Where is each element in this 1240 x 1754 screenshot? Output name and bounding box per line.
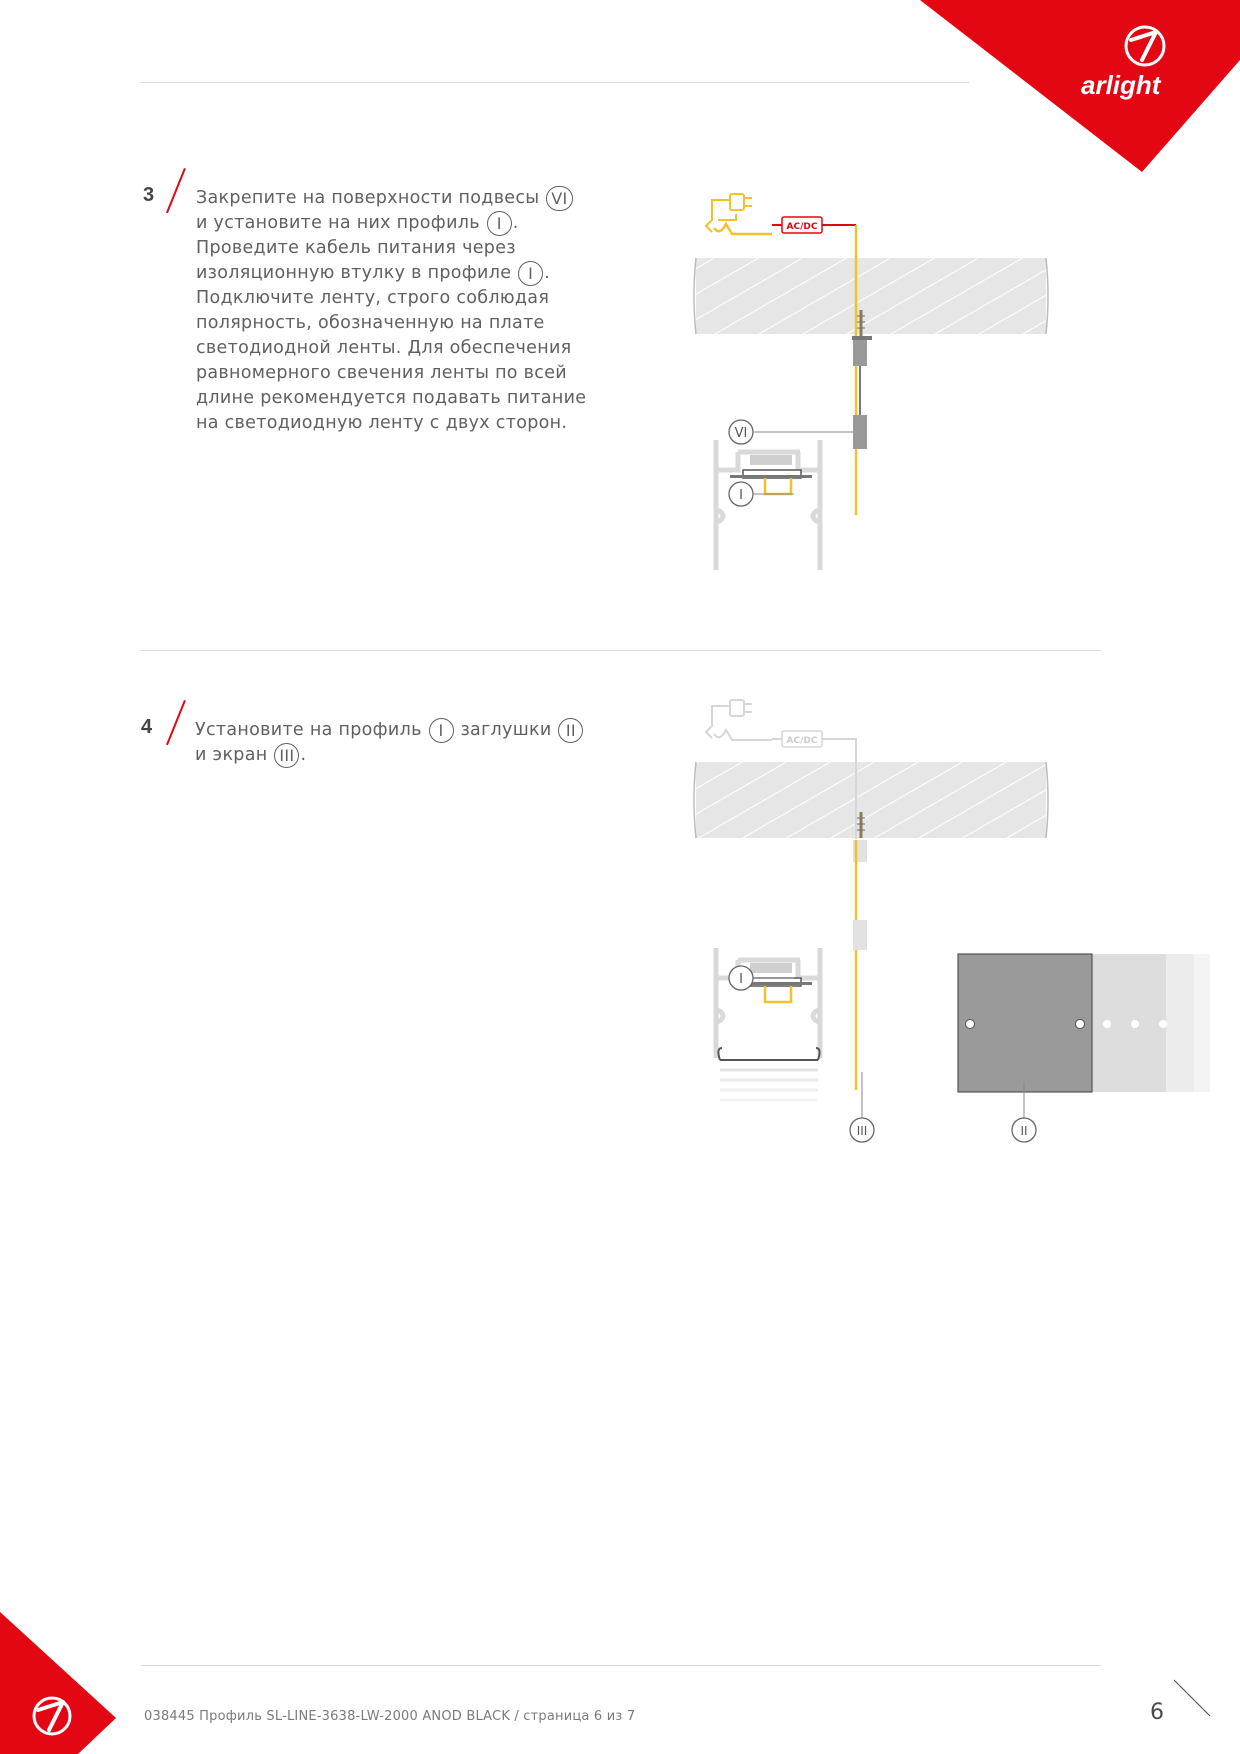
step-4-instructions: [195, 718, 584, 768]
section-divider: [141, 650, 1101, 651]
svg-text:III: III: [856, 1124, 868, 1138]
step-4-slash: [166, 700, 186, 745]
part-tag: II: [558, 718, 583, 743]
hanger-top: [853, 340, 867, 366]
power-cable: [714, 224, 772, 234]
svg-text:VI: VI: [734, 426, 748, 441]
svg-text:I: I: [739, 488, 743, 503]
step-4-number: 4: [141, 716, 153, 738]
step-3-line-9: длине рекомендуется подавать питание: [196, 388, 587, 408]
power-plug-icon: [706, 700, 772, 740]
brand-logo-text: arlight: [1081, 70, 1161, 100]
part-tag: III: [274, 743, 299, 768]
ceiling-slab: [696, 258, 1046, 334]
part-tag: VI: [546, 186, 572, 211]
svg-text:I: I: [739, 972, 743, 987]
step-3-line-3: Проведите кабель питания через: [196, 238, 516, 258]
step-3-diagram: [690, 170, 1070, 590]
brand-corner-bottom: [0, 1612, 120, 1754]
footer-divider: [141, 1665, 1101, 1666]
end-cap: [958, 954, 1092, 1092]
svg-text:II: II: [1020, 1124, 1028, 1138]
acdc-label: AC/DC: [786, 222, 818, 232]
power-plug-icon: [706, 194, 752, 232]
part-tag: I: [429, 718, 454, 743]
brand-corner: [920, 0, 1240, 175]
step-3-line-7: светодиодной ленты. Для обеспечения: [196, 338, 572, 358]
step-3-line-8: равномерного свечения ленты по всей: [196, 363, 567, 383]
callout-I: [729, 482, 794, 506]
footer-document-info: 038445 Профиль SL-LINE-3638-LW-2000 ANOD BLACK / страница 6 из 7: [144, 1709, 636, 1724]
step-4-line-1: Установите на профиль I заглушки II: [195, 718, 584, 743]
step-3-slash: [166, 168, 186, 213]
hanger-bottom: [853, 415, 867, 449]
step-4-line-2: и экран III .: [195, 743, 584, 768]
callout-VI: [729, 420, 853, 444]
acdc-label: AC/DC: [786, 736, 818, 746]
callout-III: [850, 1072, 874, 1142]
step-3-number: 3: [143, 184, 155, 206]
step-4-diagram: [690, 690, 1210, 1170]
step-3-line-4: изоляционную втулку в профиле I .: [196, 261, 586, 286]
page-number: 6: [1150, 1700, 1164, 1725]
step-3-line-10: на светодиодную ленту с двух сторон.: [196, 413, 568, 433]
step-3-line-6: полярность, обозначенную на плате: [196, 313, 545, 333]
step-3-line-2: и установите на них профиль I .: [196, 211, 586, 236]
part-tag: I: [487, 211, 512, 236]
step-3-line-5: Подключите ленту, строго соблюдая: [196, 288, 550, 308]
step-3-line-1: Закрепите на поверхности подвесы VI: [196, 186, 586, 211]
top-divider: [141, 82, 969, 83]
part-tag: I: [518, 261, 543, 286]
step-3-instructions: [196, 186, 586, 436]
screen-diffuser: [718, 1048, 819, 1100]
ceiling-slab: [696, 762, 1046, 838]
page-corner-mark: [1172, 1678, 1212, 1722]
